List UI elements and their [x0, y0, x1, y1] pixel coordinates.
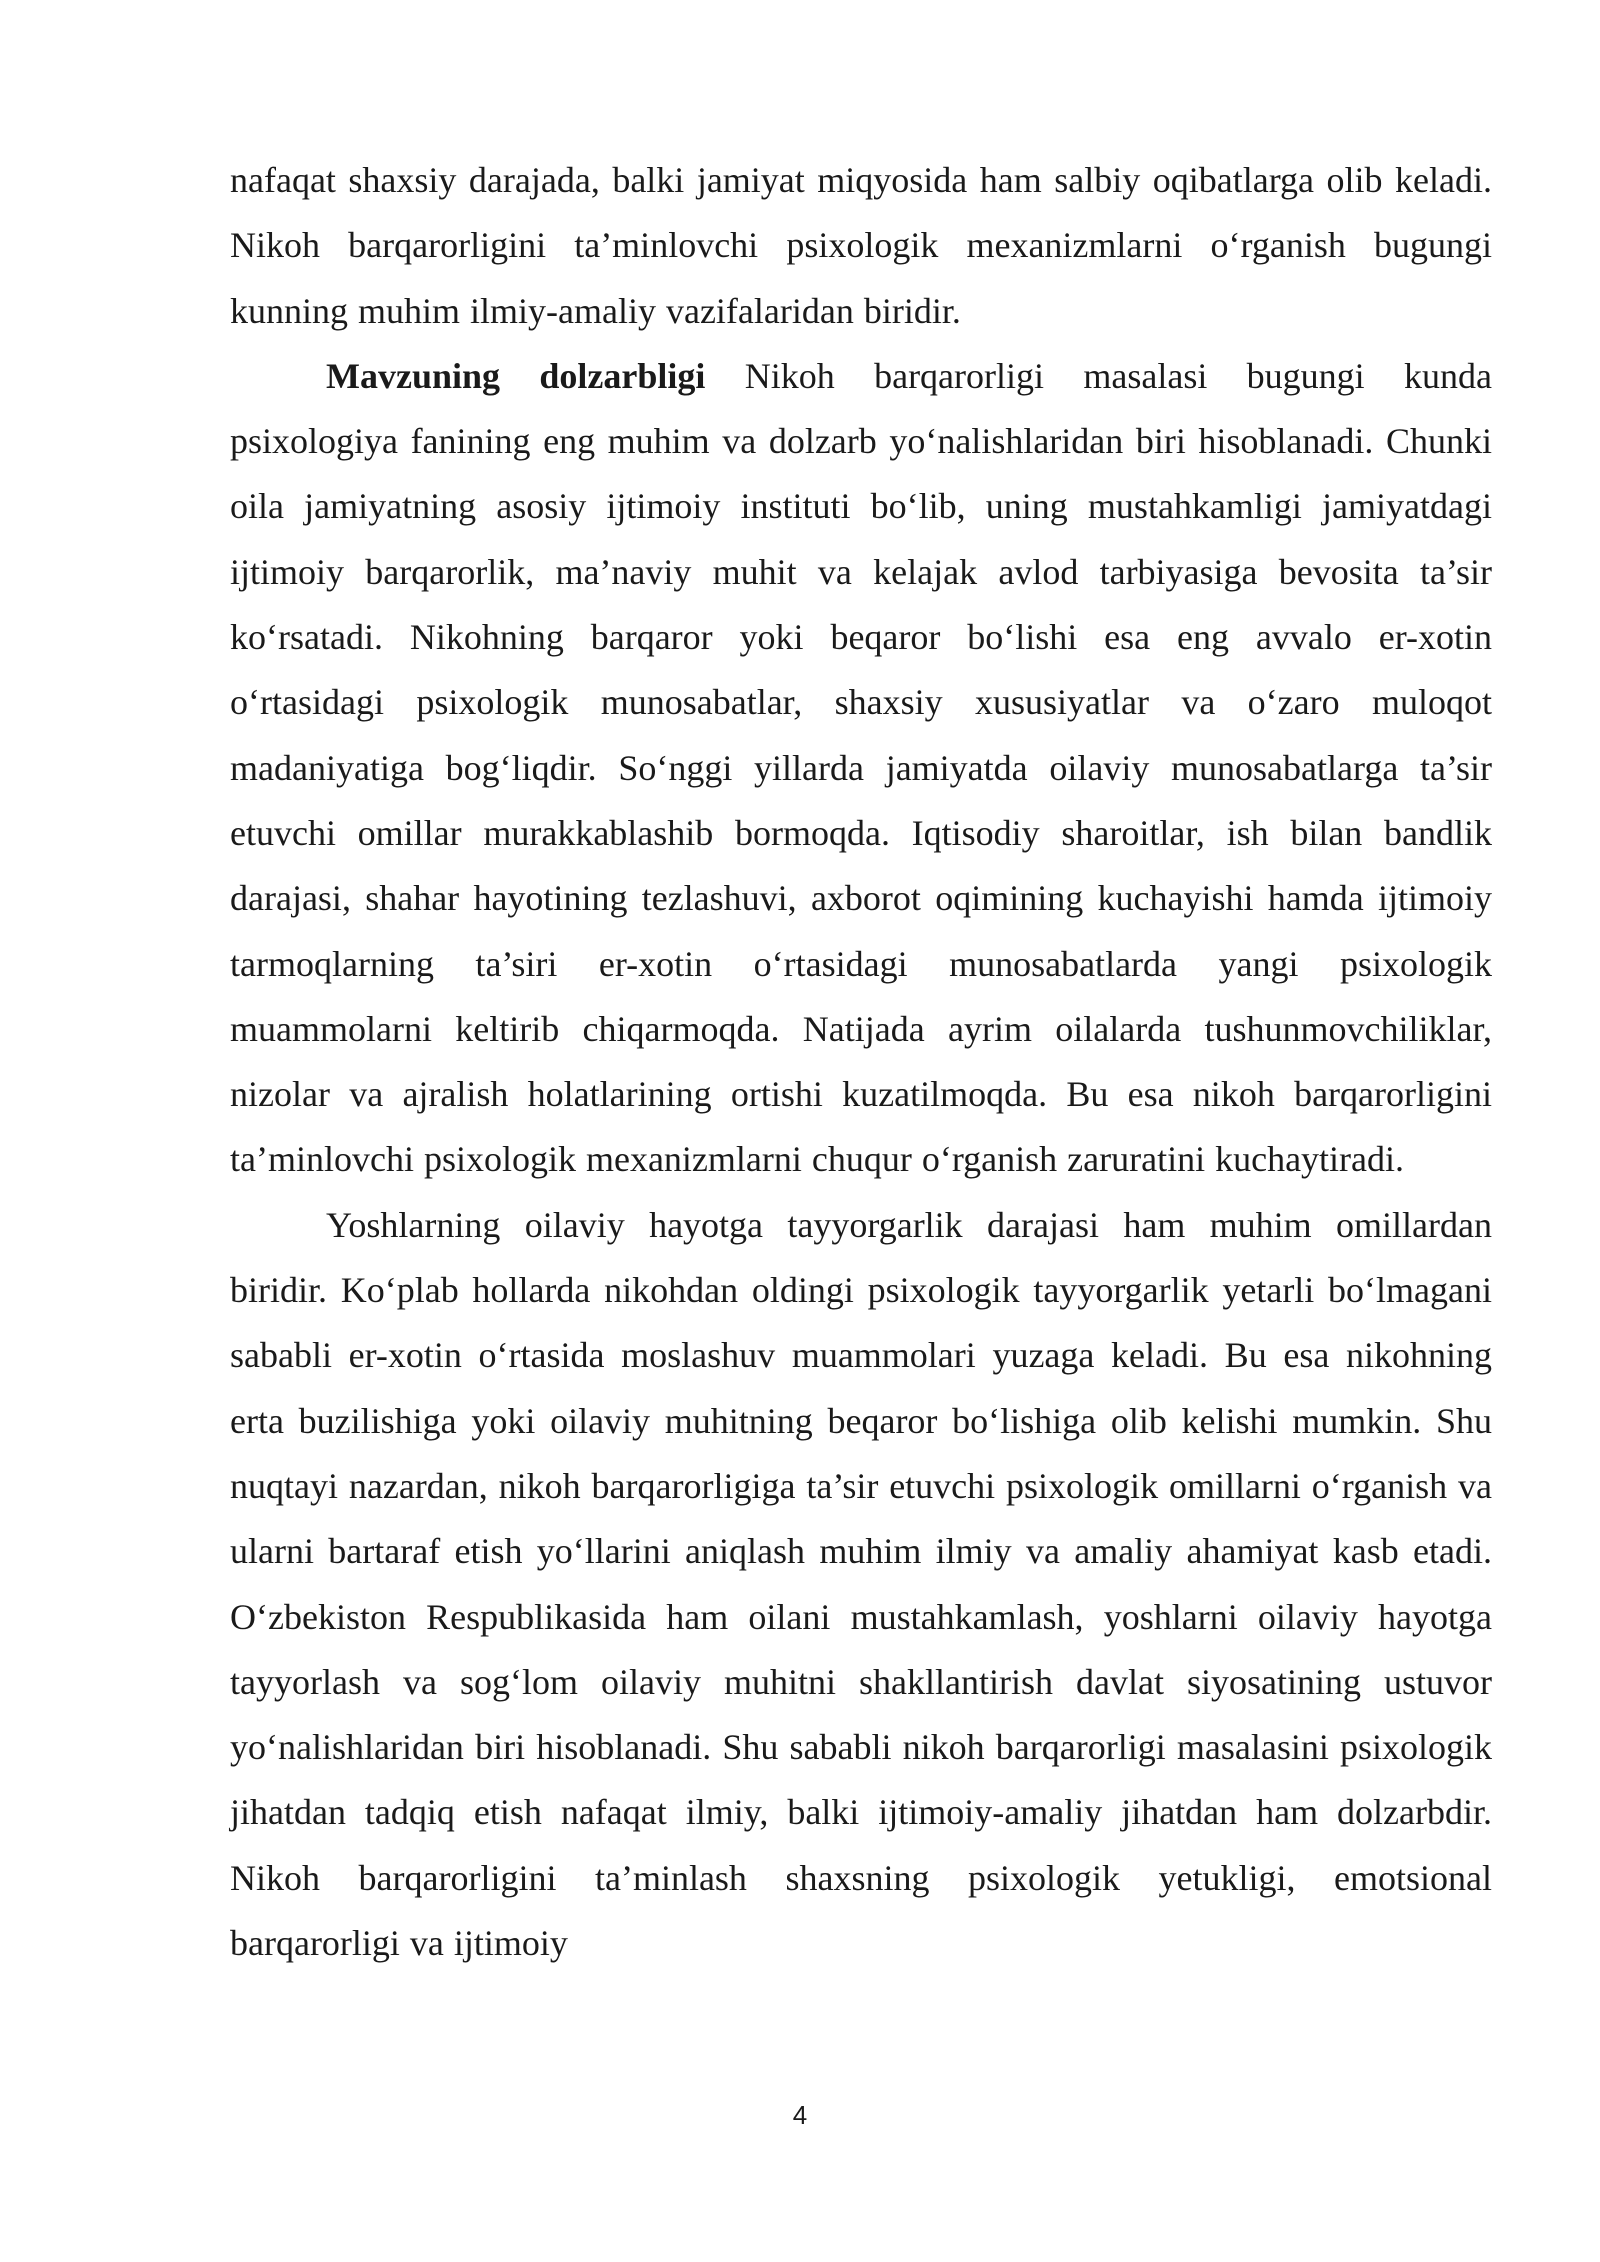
page-number: 4 — [792, 2100, 808, 2130]
document-page — [230, 148, 1492, 1976]
paragraph-continuation — [230, 148, 1492, 344]
paragraph-heading-bold: Mavzuning dolzarbligi — [326, 355, 706, 396]
paragraph-topic-relevance — [230, 344, 1492, 1193]
paragraph-youth-readiness — [230, 1193, 1492, 1977]
paragraph-text: nafaqat shaxsiy darajada, balki jamiyat miqyosida ham salbiy oqibatlarga olib keladi. Nikoh barqarorligini ta’minlovchi psixologik mexanizmlarni o‘rganish bugungi kunning muhim ilmiy-amaliy vazifalaridan biridir. — [230, 160, 1492, 331]
paragraph-text: Nikoh barqarorligi masalasi bugungi kunda psixologiya fanining eng muhim va dolzarb yo‘nalishlaridan biri hisoblanadi. Chunki oila jamiyatning asosiy ijtimoiy instituti bo‘lib, uning mustahkamligi jamiyatdagi ijtimoiy barqarorlik, ma’naviy muhit va kelajak avlod tarbiyasiga bevosita ta’sir ko‘rsatadi. Nikohning barqaror yoki beqaror bo‘lishi esa eng avvalo er-xotin o‘rtasidagi psixologik munosabatlar, shaxsiy xususiyatlar va o‘zaro muloqot madaniyatiga bog‘liqdir. So‘nggi yillarda jamiyatda oilaviy munosabatlarga ta’sir etuvchi omillar murakkablashib bormoqda. Iqtisodiy sharoitlar, ish bilan bandlik darajasi, shahar hayotining tezlashuvi, axborot oqimining kuchayishi hamda ijtimoiy tarmoqlarning ta’siri er-xotin o‘rtasidagi munosabatlarda yangi psixologik muammolarni keltirib chiqarmoqda. Natijada ayrim oilalarda tushunmovchiliklar, nizolar va ajralish holatlarining ortishi kuzatilmoqda. Bu esa nikoh barqarorligini ta’minlovchi psixologik mexanizmlarni chuqur o‘rganish zaruratini kuchaytiradi. — [230, 355, 1493, 1180]
paragraph-text: Yoshlarning oilaviy hayotga tayyorgarlik darajasi ham muhim omillardan biridir. Ko‘plab hollarda nikohdan oldingi psixologik tayyorgarlik yetarli bo‘lmagani sababli er-xotin o‘rtasida moslashuv muammolari yuzaga keladi. Bu esa nikohning erta buzilishiga yoki oilaviy muhitning beqaror bo‘lishiga olib kelishi mumkin. Shu nuqtayi nazardan, nikoh barqarorligiga ta’sir etuvchi psixologik omillarni o‘rganish va ularni bartaraf etish yo‘llarini aniqlash muhim ilmiy va amaliy ahamiyat kasb etadi. O‘zbekiston Respublikasida ham oilani mustahkamlash, yoshlarni oilaviy hayotga tayyorlash va sog‘lom oilaviy muhitni shakllantirish davlat siyosatining ustuvor yo‘nalishlaridan biri hisoblanadi. Shu sababli nikoh barqarorligi masalasini psixologik jihatdan tadqiq etish nafaqat ilmiy, balki ijtimoiy-amaliy jihatdan ham dolzarbdir. Nikoh barqarorligini ta’minlash shaxsning psixologik yetukligi, emotsional barqarorligi va ijtimoiy — [230, 1204, 1492, 1964]
